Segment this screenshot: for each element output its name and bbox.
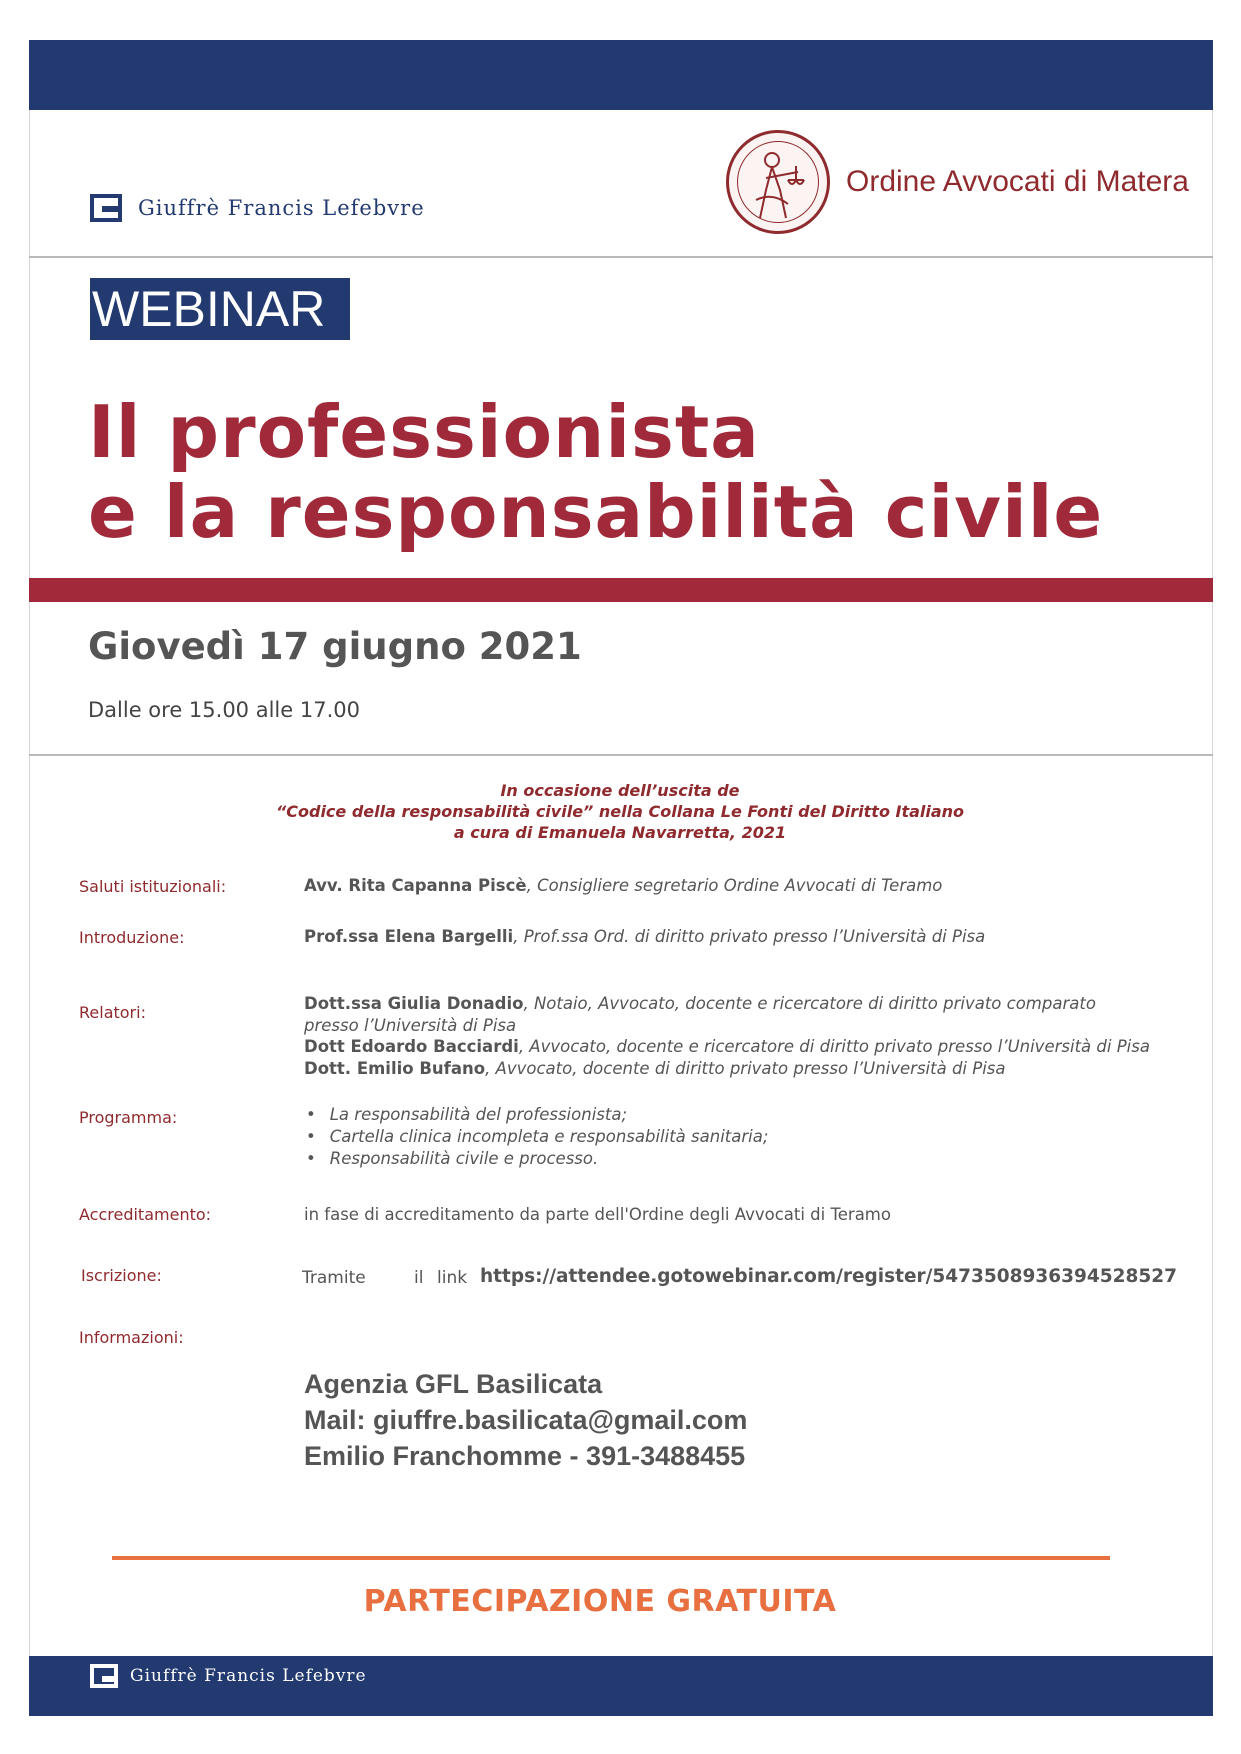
introduzione-label: Introduzione: xyxy=(79,928,185,947)
saluti-value xyxy=(304,875,942,897)
title-accent-bar xyxy=(29,578,1213,602)
relatori-label: Relatori: xyxy=(79,1003,146,1022)
brand-name: Giuffrè Francis Lefebvre xyxy=(138,196,425,220)
footer-brand-mark-icon xyxy=(90,1664,118,1688)
date-divider xyxy=(29,754,1213,756)
relatore-3-name: Dott. Emilio Bufano xyxy=(304,1058,486,1078)
iscrizione-word-1: Tramite xyxy=(302,1268,366,1288)
top-banner xyxy=(29,40,1213,110)
relatore-1 xyxy=(304,993,1150,1015)
programma-item-2: • Cartella clinica incompleta e responsabilità sanitaria; xyxy=(304,1126,768,1148)
introduzione-name: Prof.ssa Elena Bargelli xyxy=(304,927,514,946)
registration-link[interactable]: https://attendee.gotowebinar.com/register/5473508936394528527 xyxy=(480,1266,1177,1287)
programma-list xyxy=(304,1104,768,1170)
saluti-role: , Consigliere segretario Ordine Avvocati di Teramo xyxy=(526,876,943,895)
relatore-1-cont xyxy=(304,1015,1150,1037)
introduzione-role: , Prof.ssa Ord. di diritto privato presso l’Università di Pisa xyxy=(513,927,986,946)
relatore-3-role: , Avvocato, docente di diritto privato presso l’Università di Pisa xyxy=(485,1058,1006,1078)
iscrizione-word-3: link xyxy=(437,1268,468,1288)
event-date: Giovedì 17 giugno 2021 xyxy=(88,625,582,668)
title-line-1: Il professionista xyxy=(88,390,760,474)
cta-divider xyxy=(112,1556,1110,1560)
partner-name: Ordine Avvocati di Matera xyxy=(846,165,1189,198)
bar-seal-icon xyxy=(726,130,830,234)
webinar-tag: WEBINAR xyxy=(90,278,350,340)
occasion-line-3: a cura di Emanuela Navarretta, 2021 xyxy=(453,823,787,842)
brand-mark-icon xyxy=(90,194,122,222)
introduzione-value xyxy=(304,926,985,948)
event-hours: Dalle ore 15.00 alle 17.00 xyxy=(88,698,360,722)
iscrizione-label: Iscrizione: xyxy=(81,1266,162,1285)
relatori-list xyxy=(304,993,1150,1079)
programma-label: Programma: xyxy=(79,1108,178,1127)
accreditamento-value: in fase di accreditamento da parte dell'Ordine degli Avvocati di Teramo xyxy=(304,1205,891,1224)
accreditamento-label: Accreditamento: xyxy=(79,1205,212,1224)
relatore-1-name: Dott.ssa Giulia Donadio xyxy=(304,994,524,1013)
occasion-line-1: In occasione dell’uscita de xyxy=(500,781,740,800)
relatore-2-role: , Avvocato, docente e ricercatore di diritto privato presso l’Università di Pisa xyxy=(518,1037,1150,1056)
relatore-1-role: , Notaio, Avvocato, docente e ricercatore di diritto privato comparato xyxy=(523,994,1096,1013)
footer-brand-name: Giuffrè Francis Lefebvre xyxy=(130,1666,367,1686)
justice-figure-icon xyxy=(726,130,830,234)
footer-logo xyxy=(90,1664,367,1688)
title-line-2: e la responsabilità civile xyxy=(88,470,1104,554)
programma-item-1: • La responsabilità del professionista; xyxy=(304,1104,768,1126)
iscrizione-word-2: il xyxy=(414,1268,424,1288)
free-participation: PARTECIPAZIONE GRATUITA xyxy=(363,1584,837,1619)
brand-logo xyxy=(90,194,425,222)
relatore-2-name: Dott Edoardo Bacciardi xyxy=(304,1037,519,1056)
saluti-name: Avv. Rita Capanna Piscè xyxy=(304,876,527,895)
saluti-label: Saluti istituzionali: xyxy=(79,877,227,896)
relatore-3 xyxy=(304,1058,1150,1080)
relatore-1-role-2: presso l’Università di Pisa xyxy=(304,1015,517,1035)
programma-item-3: • Responsabilità civile e processo. xyxy=(304,1148,768,1170)
occasion-line-2: “Codice della responsabilità civile” nella Collana Le Fonti del Diritto Italiano xyxy=(275,802,965,821)
contact-agency: Agenzia GFL Basilicata xyxy=(304,1369,603,1399)
contact-mail: Mail: giuffre.basilicata@gmail.com xyxy=(304,1405,748,1435)
header-divider xyxy=(29,256,1213,258)
event-title xyxy=(88,392,1103,552)
informazioni-label: Informazioni: xyxy=(79,1328,184,1347)
contact-phone: Emilio Franchomme - 391-3488455 xyxy=(304,1441,746,1471)
relatore-2 xyxy=(304,1036,1150,1058)
